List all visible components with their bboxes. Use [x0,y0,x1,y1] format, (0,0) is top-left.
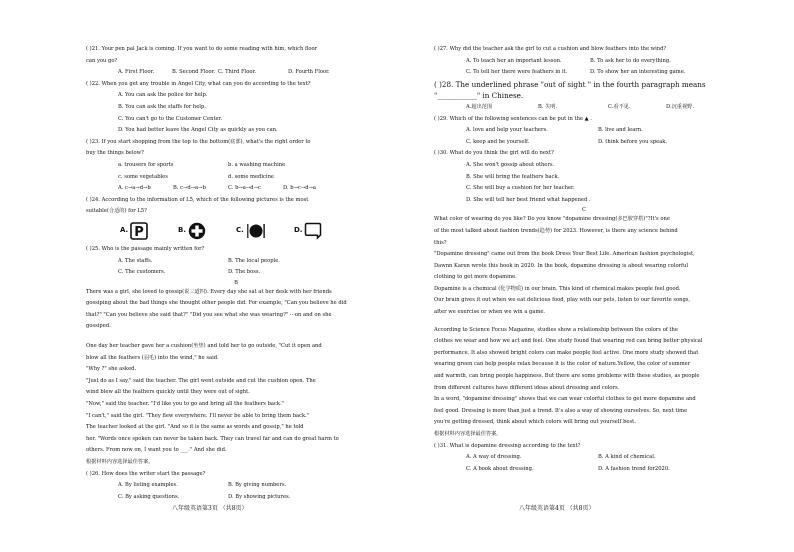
question-23 [86,137,386,195]
q24-stem-1: ( )24. According to the information of L5, which of the following pictures is the most [86,196,309,203]
svg-text:P: P [134,224,144,240]
q31-options-row-2 [434,464,734,476]
q24-option-b-label: B. [178,226,186,235]
passage-c-instruction: 根据材料内容选择最佳答案。 [434,431,502,437]
question-31 [434,441,734,476]
q23-stem-1: ( )23. If you start shopping from the top to the bottom(底部), what's the right order to [86,138,311,145]
question-21 [86,44,386,79]
question-30 [434,148,734,206]
q26-option-c[interactable]: C. By asking questions. [118,493,180,500]
q22-option-d[interactable]: D. You had better leave the Angel City as quickly as you can. [118,127,278,134]
q21-option-c[interactable]: C. Third Floor. [218,69,257,76]
q27-option-a-text: A. To teach her an important lesson. [466,57,562,64]
q31-option-b[interactable]: B. A kind of chemical. [598,454,656,461]
q23-option-b[interactable]: B. c→d→a→b [173,185,206,192]
passage-b-line: There was a girl, she loved to gossip(说三道四). Every day she sat at her desk with her friends [86,288,332,295]
question-24 [86,195,386,242]
q21-options [86,67,386,79]
q23-item-a: a. trousers for sports [118,161,174,168]
right-column [434,44,734,475]
passage-b-line: wind blew all the feathers quickly until they were out of sight. [86,389,250,396]
q24-option-c[interactable] [236,222,288,240]
q24-option-a[interactable] [120,222,172,240]
q29-stem: ( )29. Which of the following sentences can be put in the ▲ . [434,115,592,122]
question-28 [434,79,734,114]
q23-items-row-2 [86,172,386,184]
q25-option-a[interactable]: A. The staffs. [118,257,153,264]
first-aid-sign-icon [188,222,206,240]
passage-c-line: you're getting dressed, think about which colors will bring out yourself best. [434,419,636,426]
q26-options-row-2 [86,492,386,504]
q26-options-row-1 [86,480,386,492]
q24-option-c-label: C. [236,226,244,235]
passage-c-line: clothing to get more dopamine. [434,274,517,281]
restaurant-sign-icon [246,222,266,240]
q24-option-d[interactable] [294,222,322,240]
q26-stem: ( )26. How does the writer start the passage? [86,470,206,477]
q30-option-d[interactable]: D. She will tell her best friend what happened . [466,196,591,203]
passage-c-line: this? [434,239,447,246]
q28-option-a[interactable]: A.超出范围 [466,103,493,110]
q29-options-row-2 [434,137,734,149]
q21-stem-2: can you go? [86,57,118,64]
passage-c-line: wearing green can help people relax because it is the color of nature.Yellow, the color of summer [434,361,691,368]
q27-option-b[interactable]: B. To ask her to do everything. [590,57,671,64]
parking-sign-icon [130,222,148,240]
question-22 [86,79,386,137]
q31-option-a[interactable]: A. A way of dressing. [466,454,522,461]
q22-option-b[interactable]: B. You can ask the staffs for help. [118,103,206,110]
question-26 [86,469,386,504]
q23-option-a[interactable]: A. c→a→d→b [118,185,151,192]
passage-b [86,287,386,469]
page-footer-left: 八年级英语第3页 （共8页） [172,505,248,512]
q23-items-row-1 [86,160,386,172]
passage-c [434,214,734,440]
q26-option-d[interactable]: D. By showing pictures. [228,493,291,500]
q24-stem-2: suitable(合适的) for L5? [86,208,147,215]
q26-option-b[interactable]: B. By giving numbers. [228,482,287,489]
q23-item-d: d. some medicine [228,173,274,180]
q21-option-d[interactable]: D. Fourth Floor. [288,69,330,76]
passage-b-line: gossiped. [86,323,111,330]
question-25 [86,244,386,279]
q24-option-a-label: A. [120,226,129,235]
q29-option-d[interactable]: D. think before you speak. [598,138,668,145]
q24-sign-options [120,220,386,242]
q28-option-b[interactable]: B. 失明. [538,103,558,110]
passage-b-line: "I can't," said the girl. "They flew everywhere. I'll never be able to bring them back." [86,412,310,419]
q23-stem-2: buy the things below? [86,150,144,157]
passage-c-line: In a word, "dopamine dressing" shows that we can wear colorful clothes to get more dopamine and [434,396,696,403]
passage-b-line: One day her teacher gave her a cushion(坐垫) and told her to go outside, "Cut it open and [86,343,322,350]
passage-c-line: Our brain gives it out when we eat delicious food, play with our pets, listen to our favorite songs, [434,297,691,304]
passage-b-line: gossiping about the bad things she thought other people did. For example, "Can you believe he did [86,300,347,307]
page-footer-right: 八年级英语第4页 （共8页） [519,505,595,512]
q29-options-row-1 [434,125,734,137]
passage-b-line: "Just do as I say," said the teacher. The girl went outside and cut the cushion open. The [86,377,316,384]
passage-b-line: others. From now on, I want you to ___." And she did. [86,447,227,454]
q23-option-d[interactable]: D. b→c→d→a [283,185,316,192]
passage-b-line: "Now," said the teacher. "I'd like you to go and bring all the feathers back." [86,401,285,408]
passage-c-line: clothes we wear and how we act and feel. One study found that wearing red can bring better physical [434,338,703,345]
passage-b-line: The teacher looked at the girl. "And so it is the same as words and gossip," he told [86,424,304,431]
q30-option-c[interactable]: C. She will buy a cushion for her teacher. [466,185,575,192]
passage-b-instruction: 根据材料内容选择最佳答案。 [86,459,154,465]
q30-option-b[interactable]: B. She will bring the feathers back. [466,173,560,180]
q22-stem: ( )22. When you get any trouble in Angel City, what can you do according to the text? [86,80,311,87]
q29-option-b[interactable]: B. live and learn. [598,127,643,134]
passage-c-line: of the most talked about fashion trends(趋势) for 2023. However, is there any science behind [434,227,678,234]
q30-stem: ( )30. What do you think the girl will do next? [434,150,554,157]
passage-c-line: According to Science Focus Magazine, studies show a relationship between the colors of the [434,326,678,333]
q26-option-a[interactable]: A. By listing examples. [118,482,178,489]
question-27 [434,44,734,79]
passage-c-line: What color of wearing do you like? Do you know "dopamine dressing(多巴胺穿搭)"?It's one [434,216,670,223]
q22-option-c[interactable]: C. You can't go to the Customer Center. [118,115,223,122]
passage-c-line: from different cultures have different ideas about dressing and colors. [434,384,620,391]
passage-b-spacer [86,333,386,341]
q31-options-row-1 [434,452,734,464]
q25-options-row-1 [86,256,386,268]
q21-option-a[interactable]: A. First Floor. [118,69,155,76]
q28-stem-2: "___________" in Chinese. [434,91,524,101]
passage-c-line: Dawnn Karen wrote this book in 2020. In the book, dopamine dressing is about wearing colorful [434,262,688,269]
q30-option-a[interactable]: A. She won't gossip about others. [466,161,555,168]
q29-option-c[interactable]: C. keep and be yourself. [466,138,530,145]
q27-options-row [434,67,734,79]
q27-option-d[interactable]: D. To show her an interesting game. [590,69,686,76]
q31-stem: ( )31. What is dopamine dressing according to the text? [434,442,581,449]
q22-option-a[interactable]: A. You can ask the police for help. [118,92,208,99]
passage-c-line: after we exercise or when we win a game. [434,309,546,316]
passage-c-line: and warmth, can bring people happiness. But there are some problems with these studies, as people [434,373,700,380]
section-b-heading: B [234,279,238,286]
speech-box-sign-icon [304,222,322,240]
q21-stem-1: ( )21. Your pen pal Jack is coming. If you want to do some reading with him, which floor [86,46,318,52]
q28-option-d[interactable]: D.沉重视野. [666,103,695,110]
q23-options [86,183,386,195]
q31-option-c[interactable]: C. A book about dressing. [466,465,534,472]
passage-c-line: "Dopamine dressing" came out from the book Dress Your Best Life. American fashion psychologist, [434,251,695,258]
q25-option-d[interactable]: D. The boss. [228,269,261,276]
q27-option-a[interactable] [434,56,734,68]
passage-b-line: "Why ?" she asked. [86,366,137,373]
left-column [86,44,386,503]
q25-option-b[interactable]: B. The local people. [228,257,280,264]
q25-stem: ( )25. Who is the passage mainly written for? [86,245,205,252]
passage-b-line: that?" "Can you believe she said that?" "Did you see what she was wearing?" ···on and on she [86,311,332,318]
passage-b-line: blow all the feathers (羽毛) into the wind," he said. [86,354,219,361]
question-29 [434,114,734,149]
q21-option-b[interactable]: B. Second Floor. [172,69,216,76]
q27-option-c[interactable]: C. To tell her there were feathers in it. [466,69,568,76]
q23-item-c: c. some vegetables [118,173,168,180]
q28-option-c[interactable]: C.看不见. [608,103,631,110]
q29-option-a[interactable]: A. love and help your teachers. [466,127,548,134]
q28-options [434,102,734,114]
q23-item-b: b. a washing machine [228,161,286,168]
q31-option-d[interactable]: D. A fashion trend for2020. [598,465,670,472]
q23-option-c[interactable]: C. b→a→d→c [228,185,261,192]
q28-stem-1: ( )28. The underlined phrase "out of sight " in the fourth paragraph means [434,79,706,89]
passage-c-line: Dopamine is a chemical (化学物质) in our brain. This kind of chemical makes people feel good. [434,285,681,292]
passage-b-line: her. "Words once spoken can never be taken back. They can travel far and can do great harm to [86,435,339,442]
q24-option-b[interactable] [178,222,230,240]
q25-option-c[interactable]: C. The customers. [118,269,166,276]
q27-stem: ( )27. Why did the teacher ask the girl to cut a cushion and blow feathers into the wind? [434,46,667,52]
passage-c-line: feel good. Dressing is more than just a trend. It's also a way of showing ourselves. So, next time [434,407,688,414]
q24-option-d-label: D. [294,226,303,235]
q25-options-row-2 [86,267,386,279]
passage-c-line: performance. It also showed bright colors can make people feel active. One more study showed that [434,349,699,356]
section-c-heading: C [582,207,586,214]
